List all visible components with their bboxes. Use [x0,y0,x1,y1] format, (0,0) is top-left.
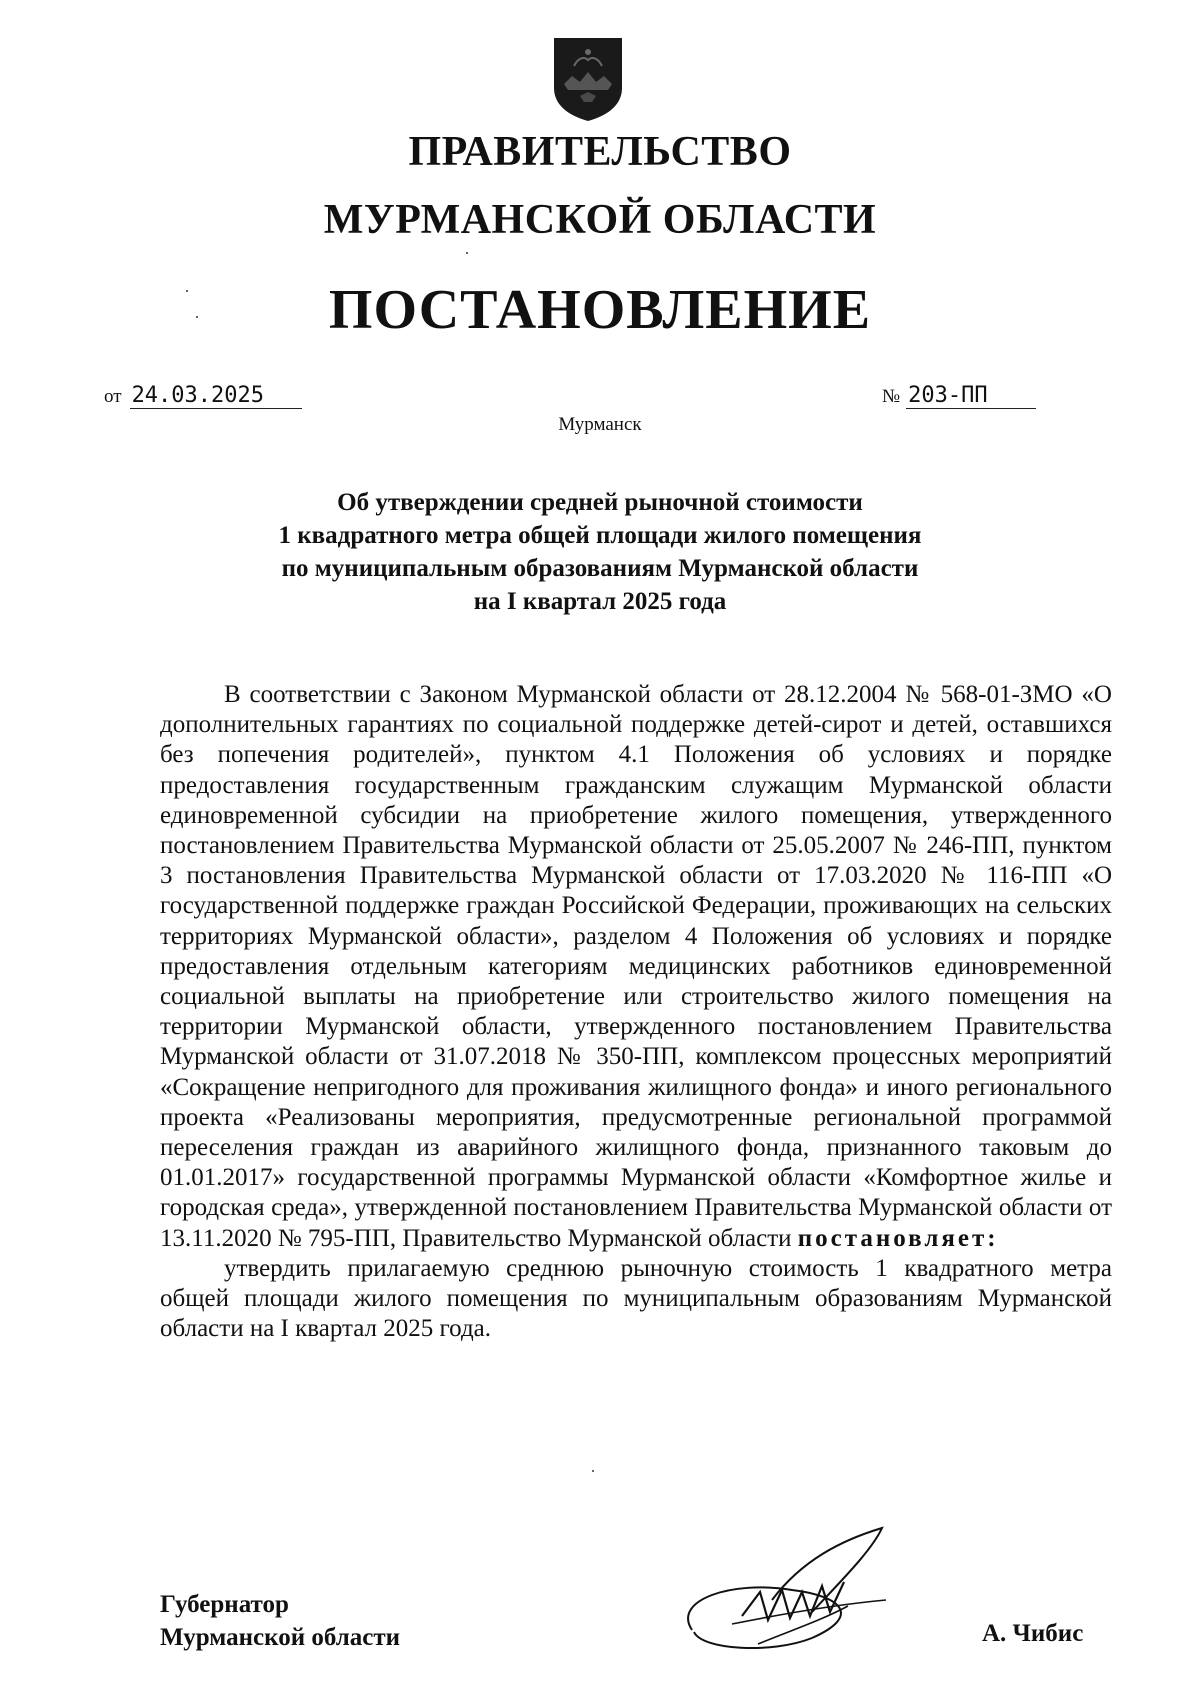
date-value: 24.03.2025 [130,384,302,409]
government-title-line2: МУРМАНСКОЙ ОБЛАСТИ [323,197,877,243]
number-prefix: № [882,386,901,407]
document-subject [0,486,1200,618]
scan-speck [592,1470,594,1472]
date-prefix: от [104,386,122,407]
document-number [882,384,1036,409]
document-body [160,680,1112,1344]
position-line: Мурманской области [160,1624,401,1651]
document-type: ПОСТАНОВЛЕНИЕ [328,279,872,341]
handwritten-signature-icon [672,1520,912,1670]
subject-line: Об утверждении средней рыночной стоимости [337,489,863,516]
subject-line: 1 квадратного метра общей площади жилого помещения [278,522,922,549]
government-title-line1: ПРАВИТЕЛЬСТВО [408,129,792,175]
city: Мурманск [558,414,642,435]
signatory-name: А. Чибис [982,1620,1084,1647]
body-paragraph-resolution: утвердить прилагаемую среднюю рыночную стоимость 1 квадратного метра общей площади жилого помещения по муниципальным образованиям Мурманской области на I квартал 2025 года. [160,1254,1112,1343]
body-paragraph-preamble [160,680,1112,1254]
position-line: Губернатор [160,1591,289,1618]
decree-word: постановляет: [797,1224,999,1252]
document-date [104,384,302,409]
subject-line: по муниципальным образованиям Мурманской области [281,555,919,582]
number-value: 203-ПП [906,384,1036,409]
scan-speck [186,290,188,292]
scan-speck [196,316,198,318]
subject-line: на I квартал 2025 года [473,588,727,615]
coat-of-arms-icon [550,36,626,122]
scan-speck [466,252,468,254]
preamble-text: В соответствии с Законом Мурманской области от 28.12.2004 № 568-01-ЗМО «О дополнительных гарантиях по социальной поддержке детей-сирот и детей, оставшихся без попечения родителей», пунктом 4.1 Положения об условиях и порядке предоставления государственным гражданским служащим Мурманской области единовременной субсидии на приобретение жилого помещения, утвержденного постановлением Правительства Мурманской области от 25.05.2007 № 246-ПП, пунктом 3 постановления Правительства Мурманской области от 17.03.2020 № 116-ПП «О государственной поддержке граждан Российской Федерации, проживающих на сельских территориях Мурманской области», разделом 4 Положения об условиях и порядке предоставления отдельным категориям медицинских работников единовременной социальной выплаты на приобретение или строительство жилого помещения на территории Мурманской области, утвержденного постановлением Правительства Мурманской области от 31.07.2018 № 350-ПП, комплексом процессных мероприятий «Сокращение непригодного для проживания жилищного фонда» и иного регионального проекта «Реализованы мероприятия, предусмотренные региональной программой переселения граждан из аварийного жилищного фонда, признанного таковым до 01.01.2017» государственной программы Мурманской области «Комфортное жилье и городская среда», утвержденной постановлением Правительства Мурманской области от 13.11.2020 № 795-ПП, Правительство Мурманской области [160,681,1112,1252]
signatory-position [160,1588,400,1654]
